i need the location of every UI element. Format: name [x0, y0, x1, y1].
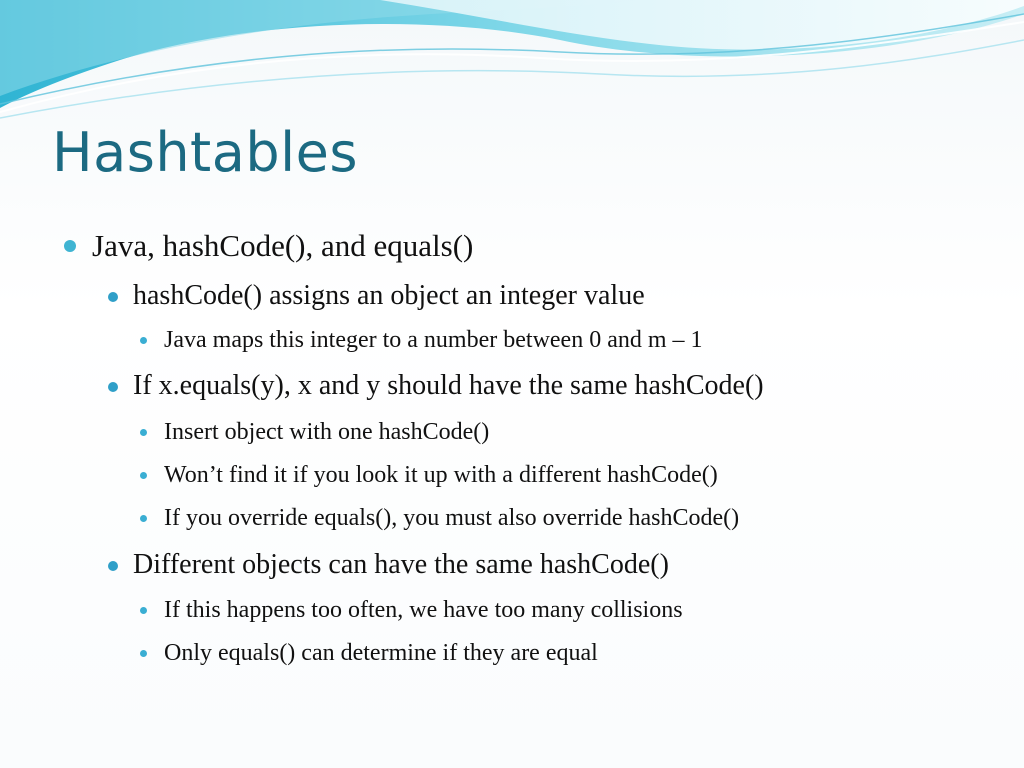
bullet-text: Java, hashCode(), and equals()	[92, 228, 474, 263]
bullet-dot-icon	[140, 429, 147, 436]
bullet-level3-item	[0, 462, 718, 489]
bullet-level3-item	[0, 419, 489, 446]
bullet-level3-item	[0, 327, 703, 354]
bullet-text: If x.equals(y), x and y should have the same hashCode()	[133, 370, 764, 401]
bullet-dot-icon	[140, 650, 147, 657]
bullet-dot-icon	[140, 515, 147, 522]
header-wave-decoration	[0, 0, 1024, 125]
bullet-level1-item	[0, 228, 473, 264]
bullet-level3-item	[0, 597, 683, 624]
bullet-text: hashCode() assigns an object an integer value	[133, 280, 645, 311]
bullet-level3-item	[0, 505, 739, 532]
bullet-dot-icon	[108, 382, 118, 392]
bullet-dot-icon	[108, 292, 118, 302]
bullet-text: If you override equals(), you must also override hashCode()	[164, 505, 740, 531]
bullet-text: Insert object with one hashCode()	[164, 419, 490, 445]
bullet-level2-item	[0, 280, 645, 312]
bullet-level2-item	[0, 549, 669, 581]
slide-title: Hashtables	[52, 121, 358, 184]
bullet-text: Java maps this integer to a number between 0 and m – 1	[164, 327, 703, 353]
bullet-dot-icon	[108, 561, 118, 571]
bullet-dot-icon	[140, 337, 147, 344]
bullet-dot-icon	[140, 472, 147, 479]
bullet-text: Different objects can have the same hashCode()	[133, 549, 669, 580]
bullet-text: If this happens too often, we have too many collisions	[164, 597, 683, 623]
bullet-level3-item	[0, 640, 598, 667]
bullet-dot-icon	[140, 607, 147, 614]
bullet-level2-item	[0, 370, 764, 402]
bullet-text: Won’t find it if you look it up with a different hashCode()	[164, 462, 718, 488]
bullet-text: Only equals() can determine if they are equal	[164, 640, 598, 666]
bullet-dot-icon	[64, 240, 76, 252]
